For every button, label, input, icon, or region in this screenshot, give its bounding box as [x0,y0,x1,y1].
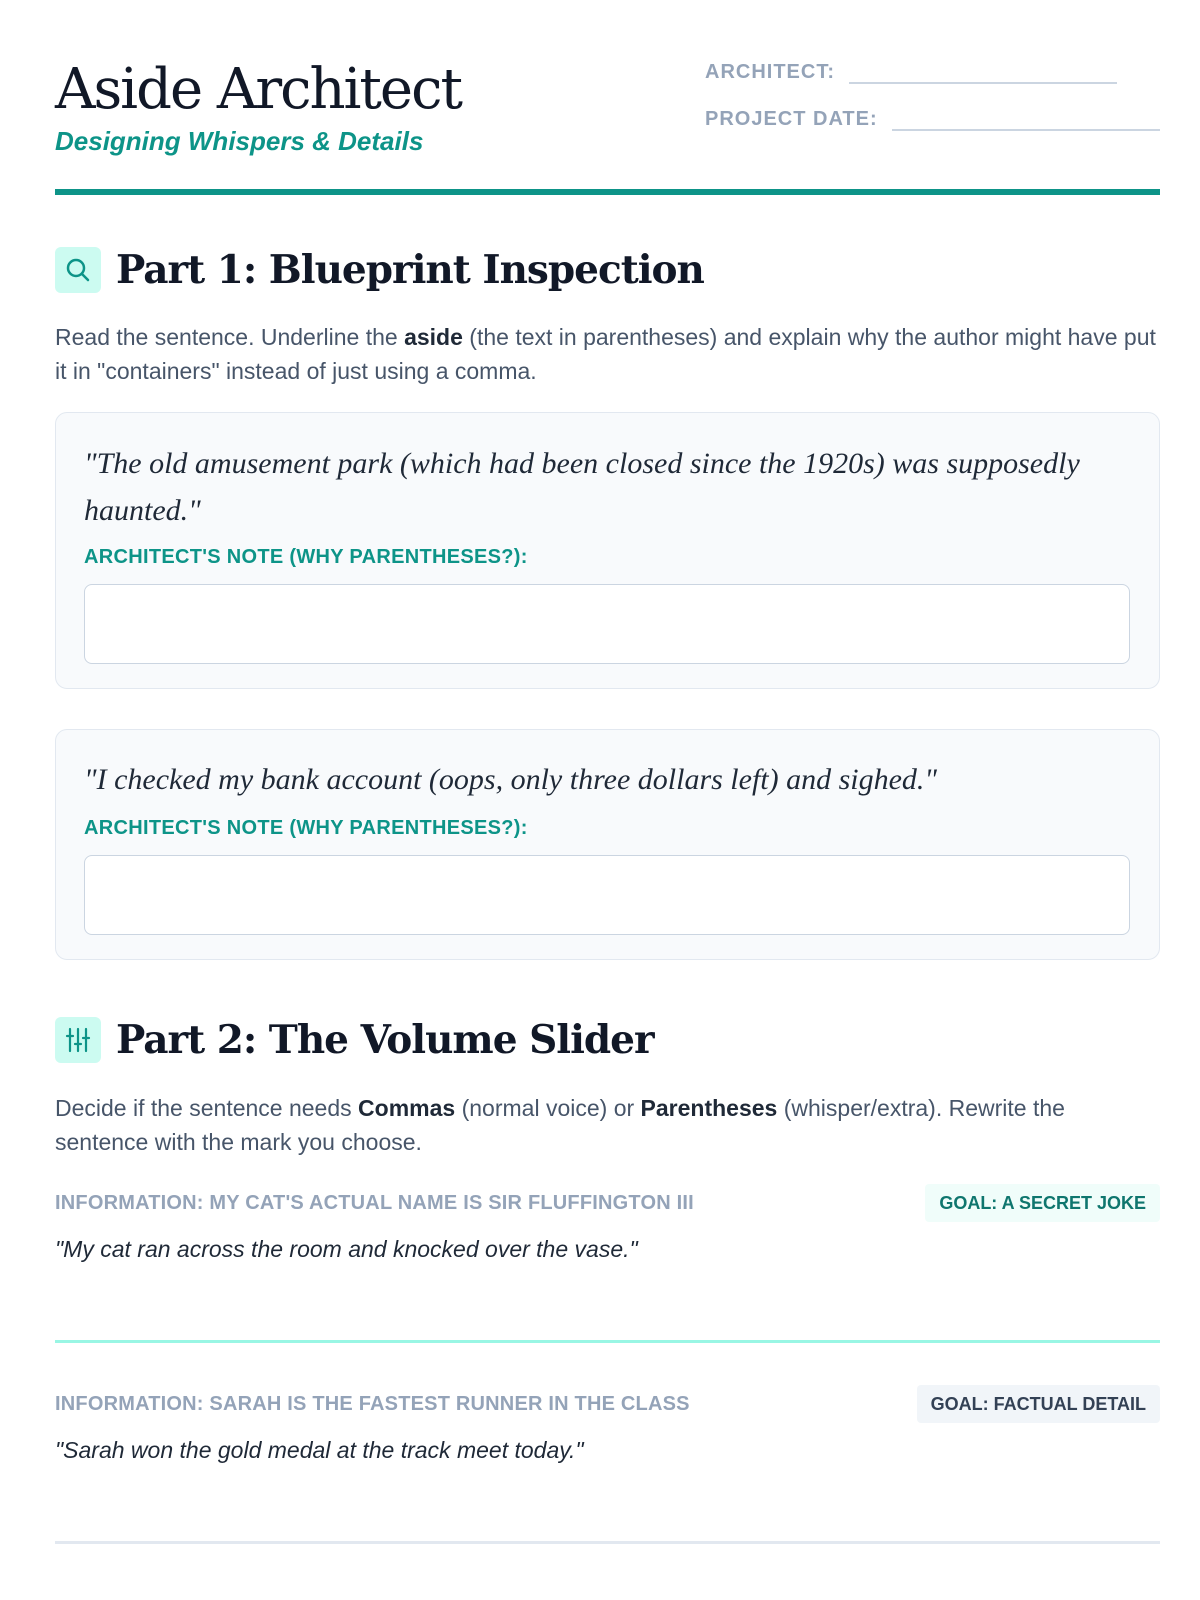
slider-item-2-header [55,1385,1160,1423]
part2-title: Part 2: The Volume Slider [116,1017,654,1063]
part1-instructions [55,320,1160,388]
page-subtitle: Designing Whispers & Details [55,126,424,156]
goal-badge: GOAL: A SECRET JOKE [925,1184,1160,1222]
page-title: Aside Architect [55,57,461,122]
architect-note-label: ARCHITECT'S NOTE (WHY PARENTHESES?): [84,546,528,568]
part2-instructions [55,1091,1160,1159]
project-date-label: PROJECT DATE: [705,108,878,130]
part2-instr-text: Decide if the sentence needs [55,1095,359,1121]
information-label: INFORMATION: MY CAT'S ACTUAL NAME IS SIR FLUFFINGTON III [55,1192,694,1214]
sliders-icon [55,1017,101,1063]
architect-field [705,58,1117,84]
part2-heading [55,1017,654,1063]
header-divider [55,189,1160,195]
architect-note-label: ARCHITECT'S NOTE (WHY PARENTHESES?): [84,817,528,839]
part1-instr-bold: aside [404,324,463,350]
project-date-field [705,105,1160,131]
goal-badge: GOAL: FACTUAL DETAIL [917,1385,1160,1423]
architect-note-input[interactable] [84,855,1130,935]
part1-instr-text: Read the sentence. Underline the [55,324,405,350]
project-date-blank[interactable] [892,105,1160,131]
search-icon [55,247,101,293]
rewrite-line[interactable] [55,1541,1160,1544]
information-label: INFORMATION: SARAH IS THE FASTEST RUNNER IN THE CLASS [55,1393,690,1415]
slider-sentence: "Sarah won the gold medal at the track meet today." [55,1437,584,1463]
slider-item-1-header [55,1184,1160,1222]
inspection-card-1 [55,412,1160,689]
rewrite-line[interactable] [55,1340,1160,1343]
inspection-quote: "I checked my bank account (oops, only three dollars left) and sighed." [84,763,938,796]
architect-blank[interactable] [849,58,1117,84]
part1-instr-text-2: (the text in parentheses) and explain why the author might have put it in "containers" instead of just using a comma. [55,324,1156,384]
part2-instr-text-2: (normal voice) or [455,1095,641,1121]
inspection-quote: "The old amusement park (which had been closed since the 1920s) was supposedly haunted." [84,447,1080,527]
part2-instr-bold-commas: Commas [358,1095,456,1121]
worksheet-header [55,56,1160,196]
architect-note-input[interactable] [84,584,1130,664]
part1-heading [55,247,704,293]
part2-instr-bold-parentheses: Parentheses [640,1095,778,1121]
architect-label: ARCHITECT: [705,61,835,83]
inspection-card-2 [55,729,1160,960]
part1-title: Part 1: Blueprint Inspection [116,247,704,293]
part2-instr-text-3: (whisper/extra). Rewrite the sentence with the mark you choose. [55,1095,1065,1155]
slider-sentence: "My cat ran across the room and knocked over the vase." [55,1236,638,1262]
